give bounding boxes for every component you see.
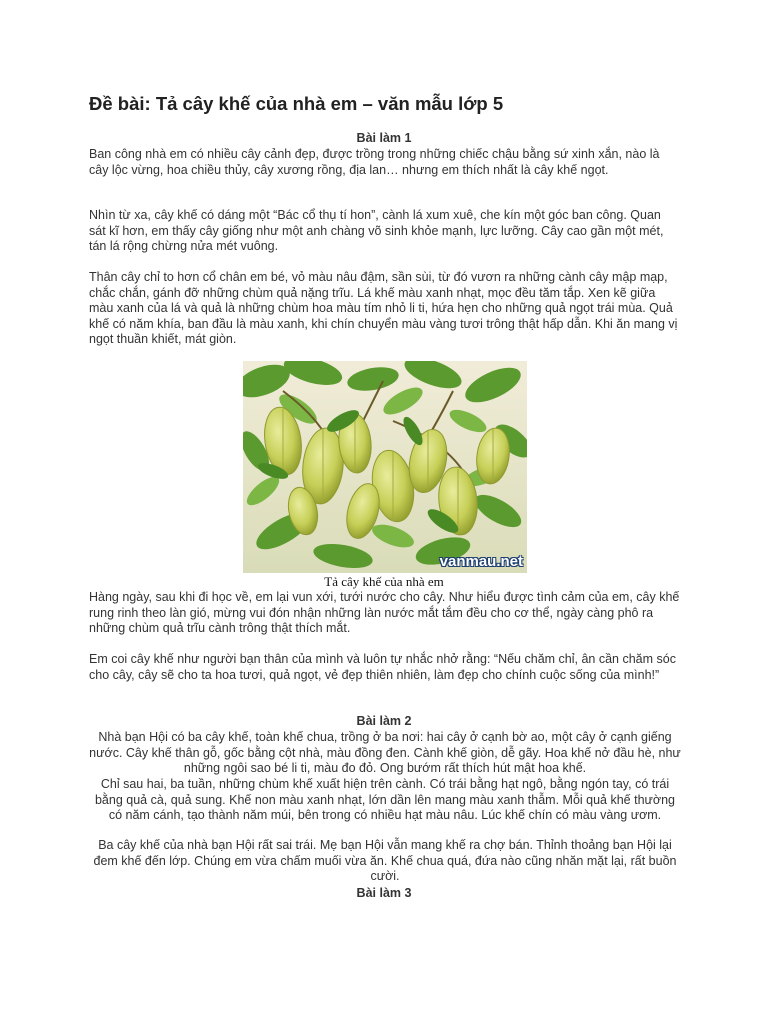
essay-1-paragraph-5: Em coi cây khế như người bạn thân của mình và luôn tự nhắc nhở rằng: “Nếu chăm chỉ, ân cần chăm sóc cho cây, cây sẽ cho ta hoa tươi, quả ngọt, vẻ đẹp thiên nhiên, làm đẹp cho chính cuộc sống của mình!” bbox=[89, 652, 676, 682]
star-fruit-tree-illustration bbox=[243, 361, 527, 573]
star-fruit-photo bbox=[243, 361, 527, 573]
essay-1-paragraph-1: Ban công nhà em có nhiều cây cảnh đẹp, được trồng trong những chiếc chậu bằng sứ xinh xắn, nào là cây lộc vừng, hoa chiều thủy, cây xương rồng, địa lan… nhưng em thích nhất là cây khế ngọt. bbox=[89, 147, 660, 177]
page-title: Đề bài: Tả cây khế của nhà em – văn mẫu lớp 5 bbox=[89, 93, 504, 114]
image-caption: Tả cây khế của nhà em bbox=[324, 574, 444, 589]
essay-3-heading: Bài làm 3 bbox=[356, 886, 412, 900]
image-watermark: vanmau.net bbox=[439, 553, 523, 570]
essay-1-paragraph-4: Hàng ngày, sau khi đi học về, em lại vun xới, tưới nước cho cây. Như hiểu được tình cảm của em, cây khế rung rinh theo làn gió, mừng vui đón nhận những làn nước mắt tắm đều cho cơ thể, ngày càng phô ra những chùm quả trĩu cành trông thật thích mắt. bbox=[89, 590, 680, 636]
essay-1-paragraph-3: Thân cây chỉ to hơn cổ chân em bé, vỏ màu nâu đậm, sần sùi, từ đó vươn ra những cành cây mập mạp, chắc chắn, gánh đỡ những chùm quả nặng trĩu. Lá khế màu xanh nhạt, mọc đều tăm tắp. Xen kẽ giữa màu xanh của lá và quả là những chùm hoa màu tím nhỏ li ti, hứa hẹn cho những quả ngọt trái mùa. Quả khế có năm khía, ban đầu là màu xanh, khi chín chuyển màu vàng tươi trông thật hấp dẫn. Khi ăn mang vị ngọt thuần khiết, mát giòn. bbox=[89, 270, 678, 347]
essay-2-paragraph-1: Nhà bạn Hội có ba cây khế, toàn khế chua, trồng ở ba nơi: hai cây ở cạnh bờ ao, một cây ở cạnh giếng nước. Cây khế thân gỗ, gốc bằng cột nhà, màu đồng đen. Cành khế giòn, dễ gãy. Hoa khế nở đầu hè, như những ngôi sao bé li ti, màu đo đỏ. Ong bướm rất thích hút mật hoa khế. bbox=[89, 730, 681, 776]
essay-2-paragraph-3: Ba cây khế của nhà bạn Hội rất sai trái. Mẹ bạn Hội vẫn mang khế ra chợ bán. Thỉnh thoảng bạn Hội lại đem khế đến lớp. Chúng em vừa chấm muối vừa ăn. Khế chua quá, đứa nào cũng nhăn mặt lại, rất buồn cười. bbox=[93, 838, 677, 884]
essay-1-paragraph-2: Nhìn từ xa, cây khế có dáng một “Bác cổ thụ tí hon”, cành lá xum xuê, che kín một góc ban công. Quan sát kĩ hơn, em thấy cây giống như một anh chàng võ sinh khỏe mạnh, lực lưỡng. Cây cao gần một mét, tán lá rộng chừng nửa mét vuông. bbox=[89, 208, 664, 254]
essay-2-paragraph-2: Chỉ sau hai, ba tuần, những chùm khế xuất hiện trên cành. Có trái bằng hạt ngô, bằng ngón tay, có trái bằng quả cà, quả sung. Khế non màu xanh nhạt, lớn dần lên mang màu xanh thẫm. Mỗi quả khế thường có năm cánh, tạo thành năm múi, bên trong có nhiều hạt màu nâu. Lúc khế chín có màu vàng ươm. bbox=[94, 777, 675, 823]
essay-2-heading: Bài làm 2 bbox=[356, 714, 412, 728]
essay-1-heading: Bài làm 1 bbox=[356, 131, 412, 145]
